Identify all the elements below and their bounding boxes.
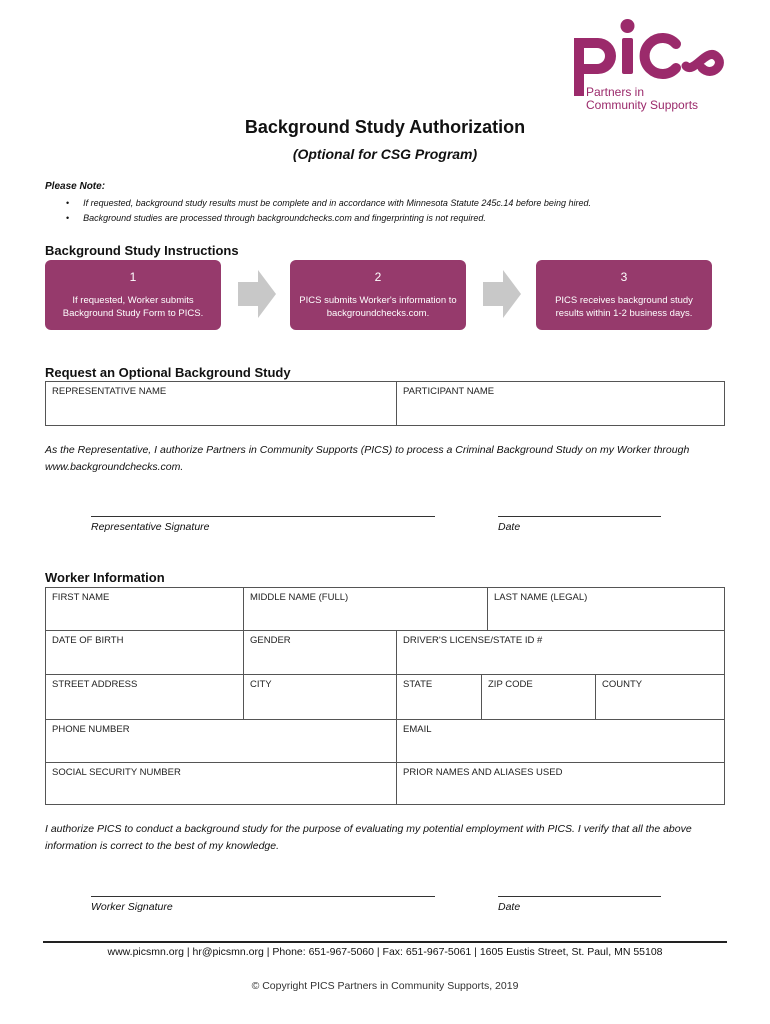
last-name-field[interactable]: [488, 588, 724, 630]
worker-signature-label: Worker Signature: [91, 901, 173, 913]
drivers-license-field[interactable]: [397, 631, 724, 674]
note-list: [66, 196, 591, 226]
field-label: EMAIL: [403, 724, 432, 735]
footer-divider: [43, 941, 727, 943]
field-label: PARTICIPANT NAME: [403, 386, 495, 397]
field-label: FIRST NAME: [52, 592, 110, 603]
participant-name-field[interactable]: [397, 382, 724, 425]
field-label: LAST NAME (LEGAL): [494, 592, 588, 603]
page-title: Background Study Authorization: [244, 117, 526, 137]
zip-code-field[interactable]: [482, 675, 595, 719]
first-name-field[interactable]: [46, 588, 243, 630]
step-text: PICS submits Worker's information to backgroundchecks.com.: [299, 295, 457, 319]
note-item: • Background studies are processed through backgroundchecks.com and fingerprinting is not required.: [66, 211, 591, 226]
step-number: 1: [129, 270, 137, 284]
field-label: REPRESENTATIVE NAME: [52, 386, 167, 397]
worker-signature-line[interactable]: [91, 896, 435, 898]
worker-date-line[interactable]: [498, 896, 661, 898]
state-field[interactable]: [397, 675, 481, 719]
field-label: PRIOR NAMES AND ALIASES USED: [403, 767, 563, 778]
field-label: MIDDLE NAME (FULL): [250, 592, 349, 603]
step-text: If requested, Worker submits Background Study Form to PICS.: [62, 295, 204, 319]
field-label: DATE OF BIRTH: [52, 635, 124, 646]
instructions-heading: Background Study Instructions: [45, 243, 239, 258]
step-number: 2: [374, 270, 382, 284]
note-item: • If requested, background study results must be complete and in accordance with Minnesota Statute 245c.14 before being hired.: [66, 196, 591, 211]
city-field[interactable]: [244, 675, 396, 719]
field-label: CITY: [250, 679, 272, 690]
step-2: [290, 260, 466, 330]
representative-signature-label: Representative Signature: [91, 521, 210, 533]
worker-date-label: Date: [498, 901, 521, 913]
representative-date-line[interactable]: [498, 516, 661, 518]
field-label: STREET ADDRESS: [52, 679, 138, 690]
note-label: Please Note:: [45, 181, 106, 192]
phone-number-field[interactable]: [46, 720, 396, 762]
field-label: SOCIAL SECURITY NUMBER: [52, 767, 181, 778]
step-1: [45, 260, 221, 330]
field-label: ZIP CODE: [488, 679, 533, 690]
request-heading: Request an Optional Background Study: [45, 365, 291, 380]
field-label: STATE: [403, 679, 433, 690]
representative-name-field[interactable]: [46, 382, 396, 425]
step-3: [536, 260, 712, 330]
page-subtitle: (Optional for CSG Program): [292, 146, 478, 162]
step-text: PICS receives background study results within 1-2 business days.: [555, 295, 693, 319]
county-field[interactable]: [596, 675, 724, 719]
ssn-field[interactable]: [46, 763, 396, 804]
worker-heading: Worker Information: [45, 570, 165, 585]
field-label: COUNTY: [602, 679, 643, 690]
representative-date-label: Date: [498, 521, 521, 533]
street-address-field[interactable]: [46, 675, 243, 719]
worker-consent-text: I authorize PICS to conduct a background study for the purpose of evaluating my potential employment with PICS. I verify that all the above information is correct to the best of my knowledge.: [45, 823, 692, 852]
middle-name-field[interactable]: [244, 588, 487, 630]
field-label: DRIVER'S LICENSE/STATE ID #: [403, 635, 543, 646]
representative-authorization-text: As the Representative, I authorize Partners in Community Supports (PICS) to process a Criminal Background Study on my Worker through www.backgroundchecks.com.: [45, 444, 690, 473]
right-arrow-icon: [483, 270, 521, 318]
prior-names-field[interactable]: [397, 763, 724, 804]
gender-field[interactable]: [244, 631, 396, 674]
step-number: 3: [620, 270, 628, 284]
field-label: GENDER: [250, 635, 291, 646]
footer-contact: www.picsmn.org | hr@picsmn.org | Phone: 651-967-5060 | Fax: 651-967-5061 | 1605 Eustis Street, St. Paul, MN 55108: [107, 946, 663, 958]
right-arrow-icon: [238, 270, 276, 318]
copyright-text: © Copyright PICS Partners in Community Supports, 2019: [251, 980, 519, 992]
date-of-birth-field[interactable]: [46, 631, 243, 674]
logo-tagline: Partners in Community Supports: [586, 85, 699, 112]
representative-signature-line[interactable]: [91, 516, 435, 518]
email-field[interactable]: [397, 720, 724, 762]
field-label: PHONE NUMBER: [52, 724, 130, 735]
